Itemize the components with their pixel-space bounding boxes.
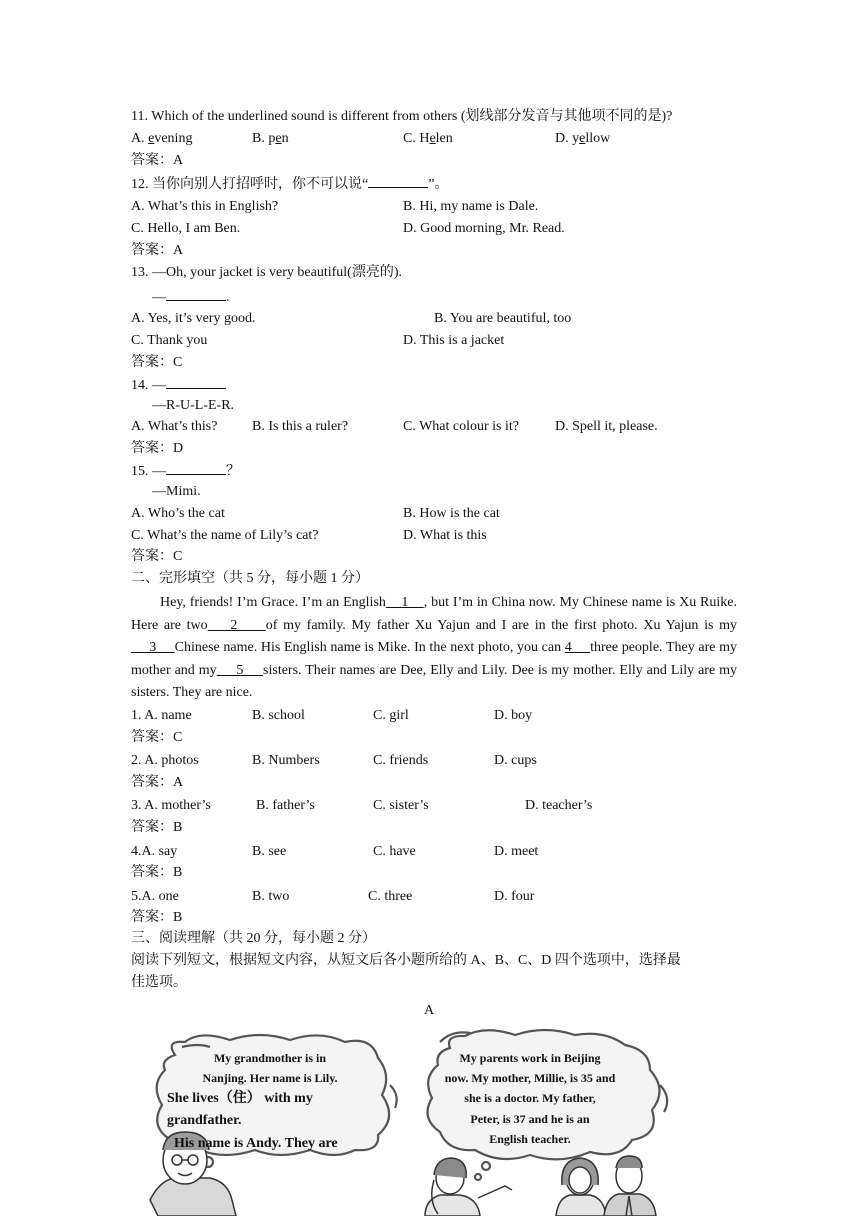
section2-heading: 二、完形填空（共 5 分，每小题 1 分） [131,571,369,586]
q15-answer: 答案：C [131,549,183,564]
q15-option-b[interactable]: B. How is the cat [403,506,500,521]
q11-option-a[interactable]: A. evening [131,131,193,146]
cloze-4-option-b[interactable]: B. see [252,844,287,859]
cloze-1-option-d[interactable]: D. boy [494,708,533,723]
right-bubble-line2: now. My mother, Millie, is 35 and [444,1071,616,1085]
q15-option-a[interactable]: A. Who’s the cat [131,506,225,521]
right-bubble-line5: English teacher. [489,1132,571,1146]
cloze-blank-1: 1 [385,595,424,610]
left-bubble-line4: grandfather. [167,1113,242,1128]
answer-blank [368,174,428,188]
cloze-4-option-c[interactable]: C. have [373,844,416,859]
cloze-3-option-d[interactable]: D. teacher’s [525,798,593,813]
section3-instructions-line2: 佳选项。 [131,975,187,990]
left-bubble-line5: His name is Andy. They are [174,1136,338,1151]
section3-instructions-line1: 阅读下列短文，根据短文内容，从短文后各小题所给的 A、B、C、D 四个选项中，选择最 [131,953,681,968]
cloze-2-answer: 答案：A [131,775,184,790]
q13-option-a[interactable]: A. Yes, it’s very good. [131,311,256,326]
q15-option-c[interactable]: C. What’s the name of Lily’s cat? [131,528,319,543]
mother-figure [556,1158,606,1216]
cloze-3-option-c[interactable]: C. sister’s [373,798,429,813]
girl-figure [425,1158,512,1216]
cloze-4-answer: 答案：B [131,865,183,880]
q13-answer: 答案：C [131,355,183,370]
q13-option-b[interactable]: B. You are beautiful, too [434,311,572,326]
cloze-3-answer: 答案：B [131,820,183,835]
q11-option-c[interactable]: C. Helen [403,131,453,146]
q12-option-c[interactable]: C. Hello, I am Ben. [131,221,241,236]
cloze-4-option-d[interactable]: D. meet [494,844,539,859]
right-bubble-line1: My parents work in Beijing [459,1051,601,1065]
cloze-2-option-b[interactable]: B. Numbers [252,753,320,768]
q12-stem: 12. 当你向别人打招呼时，你不可以说“ ”。 [131,174,448,194]
q12-option-a[interactable]: A. What’s this in English? [131,199,279,214]
passage-label: A [424,1003,435,1018]
cloze-passage: Hey, friends! I’m Grace. I’m an English 1 , but I’m in China now. My Chinese name is Xu Ruike. Here are two 2 of my family. My father Xu Yajun and I are in the first photo. Xu Yajun is my 3 Chinese name. His English name is Mike. In the next photo, you can 4 three people. They are my mother and my 5 sisters. Their names are Dee, Elly and Lily. Dee is my mother. Elly and Lily are my sisters. They are nice. [131,595,738,700]
left-bubble-line1: My grandmother is in [213,1051,327,1065]
q14-option-a[interactable]: A. What’s this? [131,419,218,434]
cloze-1-option-a[interactable]: 1. A. name [131,708,192,723]
cloze-5-option-b[interactable]: B. two [252,889,290,904]
cloze-2-option-d[interactable]: D. cups [494,753,537,768]
cloze-3-option-b[interactable]: B. father’s [256,798,315,813]
cloze-blank-3: 3 [131,640,175,655]
q11-stem: 11. Which of the underlined sound is different from others (划线部分发音与其他项不同的是)? [131,109,673,124]
q12-option-d[interactable]: D. Good morning, Mr. Read. [403,221,565,236]
cloze-5-option-a[interactable]: 5.A. one [131,889,179,904]
cloze-1-option-c[interactable]: C. girl [373,708,409,723]
q15-stem: 15. — ？ [131,461,240,481]
q12-answer: 答案：A [131,243,184,258]
q14-stem: 14. — [131,375,226,395]
cloze-3-option-a[interactable]: 3. A. mother’s [131,798,211,813]
q15-reply: —Mimi. [152,484,201,499]
left-bubble-line3: She lives（住） with my [167,1091,313,1106]
q14-option-b[interactable]: B. Is this a ruler? [252,419,349,434]
q11-option-d[interactable]: D. yellow [555,131,611,146]
cloze-2-option-c[interactable]: C. friends [373,753,429,768]
q11-option-b[interactable]: B. pen [252,131,289,146]
cloze-1-answer: 答案：C [131,730,183,745]
father-figure [604,1156,656,1216]
cloze-5-option-c[interactable]: C. three [368,889,413,904]
cloze-4-option-a[interactable]: 4.A. say [131,844,178,859]
answer-blank [166,461,226,475]
cloze-blank-5: 5 [216,662,264,678]
cloze-5-answer: 答案：B [131,910,183,925]
right-bubble-line4: Peter, is 37 and he is an [470,1112,590,1126]
q14-option-d[interactable]: D. Spell it, please. [555,419,658,434]
section3-heading: 三、阅读理解（共 20 分，每小题 2 分） [131,931,376,946]
cloze-2-option-a[interactable]: 2. A. photos [131,753,199,768]
q13-option-c[interactable]: C. Thank you [131,333,208,348]
cloze-blank-2: 2 [207,617,266,633]
cloze-1-option-b[interactable]: B. school [252,708,305,723]
q14-option-c[interactable]: C. What colour is it? [403,419,519,434]
q14-answer: 答案：D [131,441,184,456]
q15-option-d[interactable]: D. What is this [403,528,487,543]
left-bubble-line2: Nanjing. Her name is Lily. [202,1071,338,1085]
answer-blank [166,375,226,389]
q13-option-d[interactable]: D. This is a jacket [403,333,505,348]
right-bubble-line3: she is a doctor. My father, [464,1091,596,1105]
q12-option-b[interactable]: B. Hi, my name is Dale. [403,199,539,214]
cloze-blank-4: 4 [564,640,591,655]
q13-stem: 13. —Oh, your jacket is very beautiful(漂亮的). [131,265,402,280]
q14-reply: —R-U-L-E-R. [152,398,235,413]
q11-answer: 答案：A [131,153,184,168]
cloze-5-option-d[interactable]: D. four [494,889,535,904]
q13-reply: — . [152,287,230,307]
answer-blank [166,287,226,301]
